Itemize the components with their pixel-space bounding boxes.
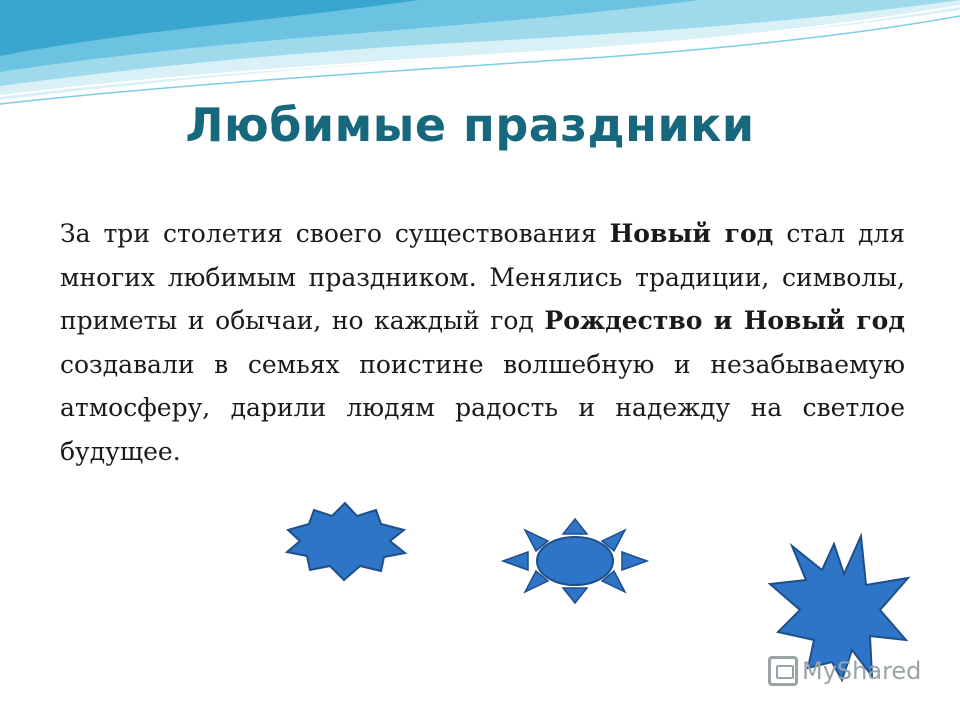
paragraph-text-2: стал для многих любимым праздником. Менялись традиции, символы, приметы и обычаи, но каждый год [60, 219, 906, 335]
slide-title: Любимые праздники [185, 98, 755, 152]
sun-icon [503, 519, 647, 603]
paragraph-bold-2: Рождество и Новый год [544, 306, 905, 335]
paragraph-text-1: За три столетия своего существования [60, 219, 610, 248]
watermark [768, 656, 921, 686]
paragraph-bold-1: Новый год [609, 219, 774, 248]
burst-star-icon [287, 503, 405, 580]
myshared-logo-icon [768, 656, 798, 686]
watermark-text: MyShared [802, 657, 922, 685]
paragraph-text-3: создавали в семьях поистине волшебную и незабываемую атмосферу, дарили людям радость и надежду на светлое будущее. [60, 349, 905, 466]
